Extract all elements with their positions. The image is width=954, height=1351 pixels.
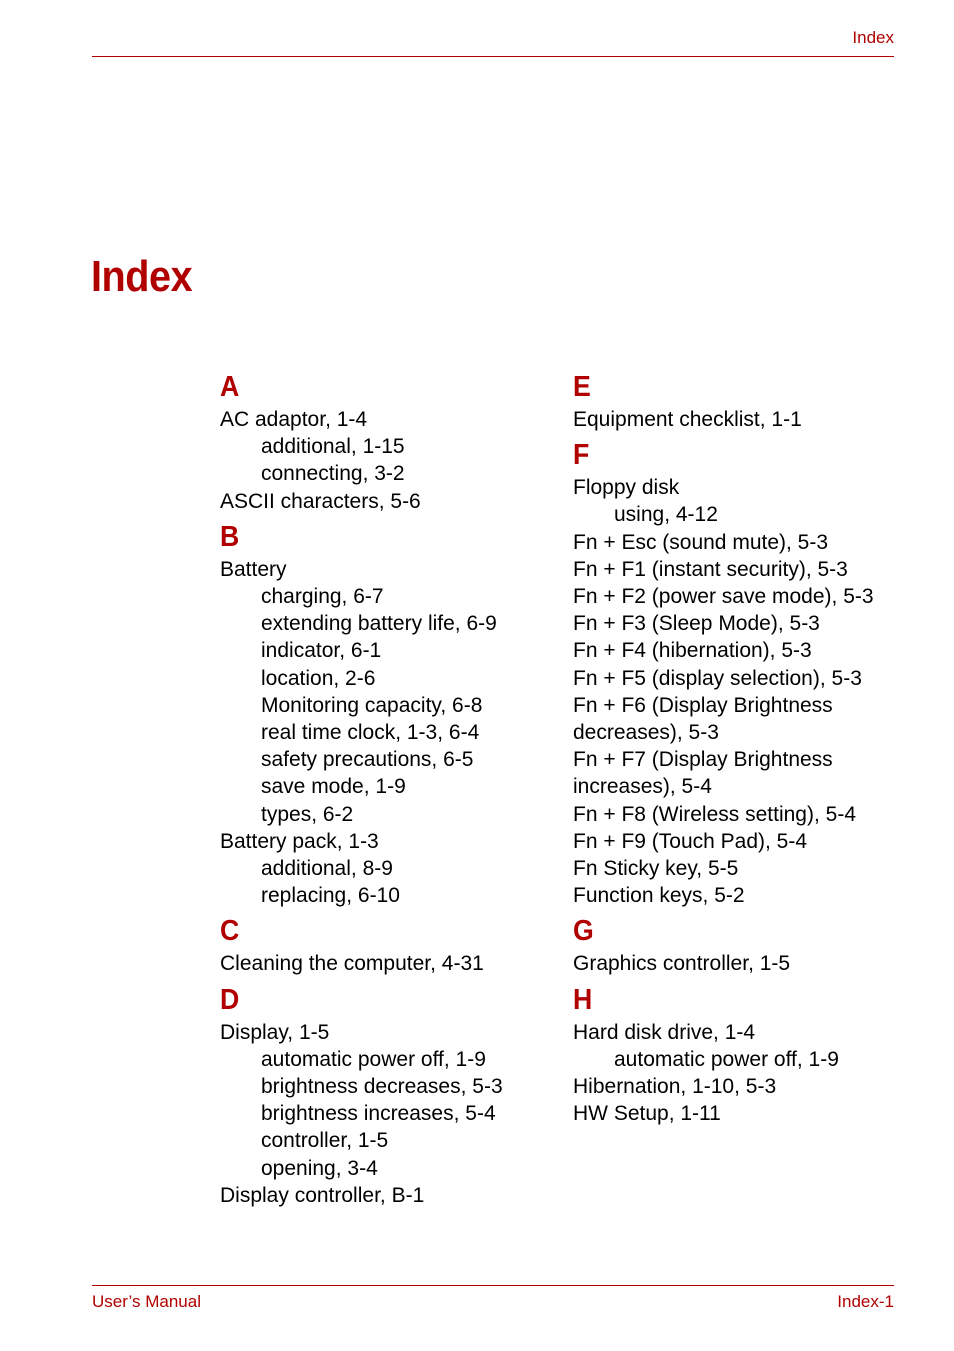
index-subentry: real time clock, 1-3, 6-4 bbox=[261, 721, 480, 745]
index-entry: Fn + F3 (Sleep Mode), 5-3 bbox=[573, 612, 820, 636]
index-subentry: indicator, 6-1 bbox=[261, 639, 382, 663]
index-subentry: replacing, 6-10 bbox=[261, 884, 400, 908]
header-rule bbox=[92, 56, 894, 57]
index-subentry: types, 6-2 bbox=[261, 802, 354, 826]
index-subentry: brightness increases, 5-4 bbox=[261, 1102, 496, 1126]
index-entry: Display controller, B-1 bbox=[220, 1183, 425, 1207]
index-letter-heading: A bbox=[220, 371, 240, 403]
index-entry: Hard disk drive, 1-4 bbox=[573, 1020, 756, 1044]
index-subentry: automatic power off, 1-9 bbox=[261, 1047, 486, 1071]
index-subentry: location, 2-6 bbox=[261, 666, 376, 690]
index-subentry: using, 4-12 bbox=[614, 503, 718, 527]
index-subentry: controller, 1-5 bbox=[261, 1129, 389, 1153]
index-entry: Equipment checklist, 1-1 bbox=[573, 408, 802, 431]
index-entry: Hibernation, 1-10, 5-3 bbox=[573, 1075, 777, 1099]
index-subentry: opening, 3-4 bbox=[261, 1156, 378, 1180]
index-letter-heading: G bbox=[573, 915, 594, 948]
index-entry: decreases), 5-3 bbox=[573, 721, 719, 745]
index-entry: Fn + F6 (Display Brightness bbox=[573, 693, 833, 717]
index-entry: Fn + Esc (sound mute), 5-3 bbox=[573, 530, 829, 554]
index-letter-heading: B bbox=[220, 520, 240, 553]
index-entry: AC adaptor, 1-4 bbox=[220, 408, 368, 431]
index-subentry: Monitoring capacity, 6-8 bbox=[261, 693, 483, 717]
index-entry: increases), 5-4 bbox=[573, 775, 712, 799]
index-letter-heading: C bbox=[220, 915, 240, 948]
index-entry: Fn + F4 (hibernation), 5-3 bbox=[573, 639, 812, 663]
index-entry: Fn + F9 (Touch Pad), 5-4 bbox=[573, 829, 808, 853]
index-entry: ASCII characters, 5-6 bbox=[220, 489, 421, 513]
index-entry: Cleaning the computer, 4-31 bbox=[220, 952, 484, 976]
index-entry: Fn Sticky key, 5-5 bbox=[573, 857, 739, 881]
index-subentry: extending battery life, 6-9 bbox=[261, 612, 497, 636]
index-entry: Battery bbox=[220, 557, 287, 581]
index-subentry: additional, 8-9 bbox=[261, 857, 393, 881]
index-subentry: connecting, 3-2 bbox=[261, 462, 405, 486]
index-entry: Battery pack, 1-3 bbox=[220, 829, 379, 853]
index-entry: Fn + F1 (instant security), 5-3 bbox=[573, 557, 848, 581]
index-letter-heading: E bbox=[573, 371, 591, 403]
index-column-left bbox=[220, 365, 560, 1209]
index-subentry: safety precautions, 6-5 bbox=[261, 748, 474, 772]
running-header: Index bbox=[852, 28, 894, 47]
index-entry: HW Setup, 1-11 bbox=[573, 1102, 721, 1126]
index-letter-heading: H bbox=[573, 983, 593, 1016]
page-title: Index bbox=[91, 252, 193, 301]
footer-rule bbox=[92, 1285, 894, 1286]
index-entry: Fn + F7 (Display Brightness bbox=[573, 748, 833, 772]
index-entry: Fn + F2 (power save mode), 5-3 bbox=[573, 585, 874, 609]
index-entry: Floppy disk bbox=[573, 476, 680, 500]
index-column-right bbox=[573, 365, 903, 1127]
index-subentry: additional, 1-15 bbox=[261, 435, 405, 459]
index-subentry: automatic power off, 1-9 bbox=[614, 1047, 839, 1071]
index-subentry: brightness decreases, 5-3 bbox=[261, 1075, 503, 1099]
index-subentry: save mode, 1-9 bbox=[261, 775, 406, 799]
index-letter-heading: F bbox=[573, 439, 590, 472]
index-subentry: charging, 6-7 bbox=[261, 585, 384, 609]
index-entry: Function keys, 5-2 bbox=[573, 884, 745, 908]
index-entry: Fn + F8 (Wireless setting), 5-4 bbox=[573, 802, 856, 826]
footer-manual-title: User’s Manual bbox=[92, 1292, 201, 1311]
index-entry: Graphics controller, 1-5 bbox=[573, 952, 791, 976]
footer-page-number: Index-1 bbox=[837, 1292, 894, 1311]
index-entry: Display, 1-5 bbox=[220, 1020, 330, 1044]
index-entry: Fn + F5 (display selection), 5-3 bbox=[573, 666, 862, 690]
index-letter-heading: D bbox=[220, 983, 240, 1016]
